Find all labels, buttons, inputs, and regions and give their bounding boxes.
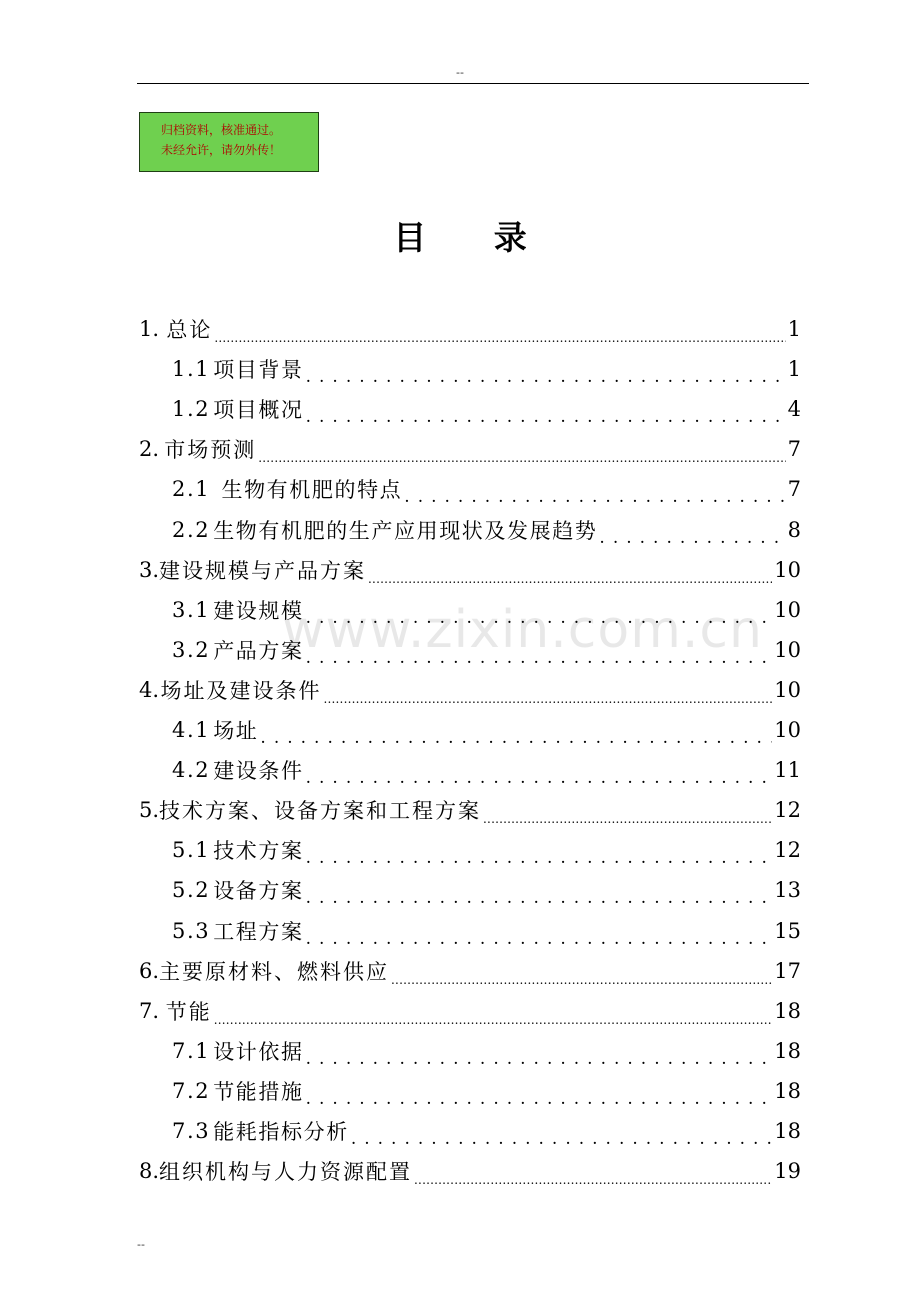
- toc-entry-number: 6.: [139, 959, 160, 983]
- toc-entry-label: 生物有机肥的生产应用现状及发展趋势: [213, 519, 598, 543]
- toc-dot-leader: [391, 965, 772, 989]
- toc-entry-page: 18: [774, 1119, 801, 1143]
- toc-chapter-entry[interactable]: [139, 309, 801, 349]
- toc-section-entry[interactable]: [172, 590, 801, 630]
- toc-dot-leader: [306, 925, 773, 949]
- watermark: www.zixin.com.cn: [282, 600, 763, 660]
- toc-entry-number: 1.1: [172, 357, 211, 381]
- toc-entry-page: 11: [774, 758, 801, 782]
- toc-entry-number: 5.: [139, 798, 160, 822]
- toc-section-entry[interactable]: [172, 1031, 801, 1071]
- toc-dot-leader: [324, 684, 773, 708]
- stamp-line-2: 未经允许，请勿外传！: [161, 143, 282, 157]
- toc-entry-page: 17: [774, 959, 801, 983]
- toc-dot-leader: [306, 604, 773, 628]
- toc-entry-number: 7.1: [172, 1039, 211, 1063]
- toc-entry-page: 12: [774, 838, 801, 862]
- toc-dot-leader: [599, 524, 785, 548]
- toc-entry-number: 5.1: [172, 838, 211, 862]
- toc-dot-leader: [260, 724, 772, 748]
- toc-section-entry[interactable]: [172, 389, 801, 429]
- toc-entry-number: 7.3: [172, 1119, 211, 1143]
- page-title: 目 录: [393, 218, 555, 257]
- toc-entry-number: 3.1: [172, 598, 211, 622]
- toc-section-entry[interactable]: [172, 911, 801, 951]
- toc-dot-leader: [414, 1165, 772, 1189]
- toc-entry-page: 10: [774, 678, 801, 702]
- toc-entry-number: 7.2: [172, 1079, 211, 1103]
- toc-entry-number: 3.: [139, 558, 160, 582]
- toc-entry-page: 19: [774, 1159, 801, 1183]
- toc-entry-label: 能耗指标分析: [213, 1120, 349, 1144]
- toc-entry-page: 4: [787, 397, 801, 421]
- toc-dot-leader: [306, 1045, 773, 1069]
- toc-entry-label: 主要原材料、燃料供应: [159, 960, 390, 984]
- footer-mark: --: [137, 1238, 145, 1251]
- toc-entry-number: 5.3: [172, 919, 211, 943]
- toc-entry-number: 3.2: [172, 638, 211, 662]
- toc-entry-page: 8: [787, 518, 801, 542]
- toc-entry-label: 市场预测: [164, 438, 257, 462]
- toc-entry-label: 组织机构与人力资源配置: [159, 1160, 413, 1184]
- toc-entry-label: 节能: [165, 1000, 212, 1024]
- toc-section-entry[interactable]: [172, 510, 801, 550]
- toc-entry-label: 场址及建设条件: [160, 679, 322, 703]
- toc-entry-label: 技术方案、设备方案和工程方案: [159, 799, 482, 823]
- toc-entry-label: 建设规模与产品方案: [159, 559, 367, 583]
- toc-chapter-entry[interactable]: [139, 550, 801, 590]
- toc-entry-label: 总论: [166, 318, 213, 342]
- toc-entry-label: 节能措施: [213, 1080, 304, 1104]
- toc-section-entry[interactable]: [172, 630, 801, 670]
- toc-entry-page: 13: [774, 878, 801, 902]
- toc-entry-page: 18: [774, 1039, 801, 1063]
- toc-entry-number: 2.: [139, 437, 160, 461]
- toc-section-entry[interactable]: [172, 1071, 801, 1111]
- toc-chapter-entry[interactable]: [139, 951, 801, 991]
- toc-dot-leader: [306, 363, 786, 387]
- toc-entry-label: 项目背景: [213, 358, 304, 382]
- stamp-line-1: 归档资料，核准通过。: [161, 123, 282, 137]
- toc-entry-label: 项目概况: [213, 398, 304, 422]
- archive-stamp: [139, 112, 319, 172]
- toc-entry-page: 12: [774, 798, 801, 822]
- toc-chapter-entry[interactable]: [139, 991, 801, 1031]
- toc-entry-page: 18: [774, 999, 801, 1023]
- toc-dot-leader: [306, 764, 773, 788]
- toc-entry-label: 建设条件: [213, 759, 304, 783]
- toc-section-entry[interactable]: [172, 469, 801, 509]
- toc-entry-number: 5.2: [172, 878, 211, 902]
- toc-dot-leader: [306, 644, 773, 668]
- toc-entry-page: 10: [774, 638, 801, 662]
- toc-entry-page: 1: [787, 317, 801, 341]
- toc-chapter-entry[interactable]: [139, 790, 801, 830]
- toc-entry-number: 2.2: [172, 518, 211, 542]
- toc-entry-label: 设计依据: [213, 1040, 304, 1064]
- toc-entry-page: 7: [787, 477, 801, 501]
- toc-entry-page: 10: [774, 718, 801, 742]
- toc-entry-number: 4.: [139, 678, 160, 702]
- toc-dot-leader: [258, 443, 785, 467]
- toc-dot-leader: [483, 804, 772, 828]
- toc-entry-label: 生物有机肥的特点: [213, 478, 403, 502]
- toc-entry-number: 4.2: [172, 758, 211, 782]
- toc-entry-label: 技术方案: [213, 839, 304, 863]
- toc-entry-page: 18: [774, 1079, 801, 1103]
- toc-chapter-entry[interactable]: [139, 670, 801, 710]
- toc-entry-label: 场址: [213, 719, 259, 743]
- toc-entry-number: 1.: [139, 317, 160, 341]
- toc-dot-leader: [214, 1005, 773, 1029]
- toc-entry-label: 产品方案: [213, 639, 304, 663]
- toc-section-entry[interactable]: [172, 1111, 801, 1151]
- toc-dot-leader: [368, 564, 772, 588]
- toc-dot-leader: [351, 1125, 772, 1149]
- toc-entry-label: 工程方案: [213, 920, 304, 944]
- toc-dot-leader: [306, 1085, 773, 1109]
- toc-entry-number: 8.: [139, 1159, 160, 1183]
- header-mark: --: [456, 66, 464, 79]
- toc-section-entry[interactable]: [172, 710, 801, 750]
- toc-entry-number: 4.1: [172, 718, 211, 742]
- toc-dot-leader: [306, 403, 786, 427]
- toc-section-entry[interactable]: [172, 870, 801, 910]
- toc-section-entry[interactable]: [172, 750, 801, 790]
- header-rule: [137, 83, 809, 84]
- toc-entry-page: 15: [774, 919, 801, 943]
- toc-dot-leader: [306, 884, 773, 908]
- toc-entry-page: 1: [787, 357, 801, 381]
- toc-entry-page: 7: [787, 437, 801, 461]
- toc-entry-page: 10: [774, 558, 801, 582]
- toc-dot-leader: [404, 483, 785, 507]
- toc-dot-leader: [214, 323, 785, 347]
- toc-entry-number: 7.: [139, 999, 160, 1023]
- toc-entry-page: 10: [774, 598, 801, 622]
- toc-chapter-entry[interactable]: [139, 429, 801, 469]
- toc-chapter-entry[interactable]: [139, 1151, 801, 1191]
- toc-entry-label: 设备方案: [213, 879, 304, 903]
- toc-section-entry[interactable]: [172, 349, 801, 389]
- toc-entry-number: 1.2: [172, 397, 211, 421]
- toc-dot-leader: [306, 844, 773, 868]
- toc-entry-label: 建设规模: [213, 599, 304, 623]
- toc-entry-number: 2.1: [172, 477, 211, 501]
- toc-section-entry[interactable]: [172, 830, 801, 870]
